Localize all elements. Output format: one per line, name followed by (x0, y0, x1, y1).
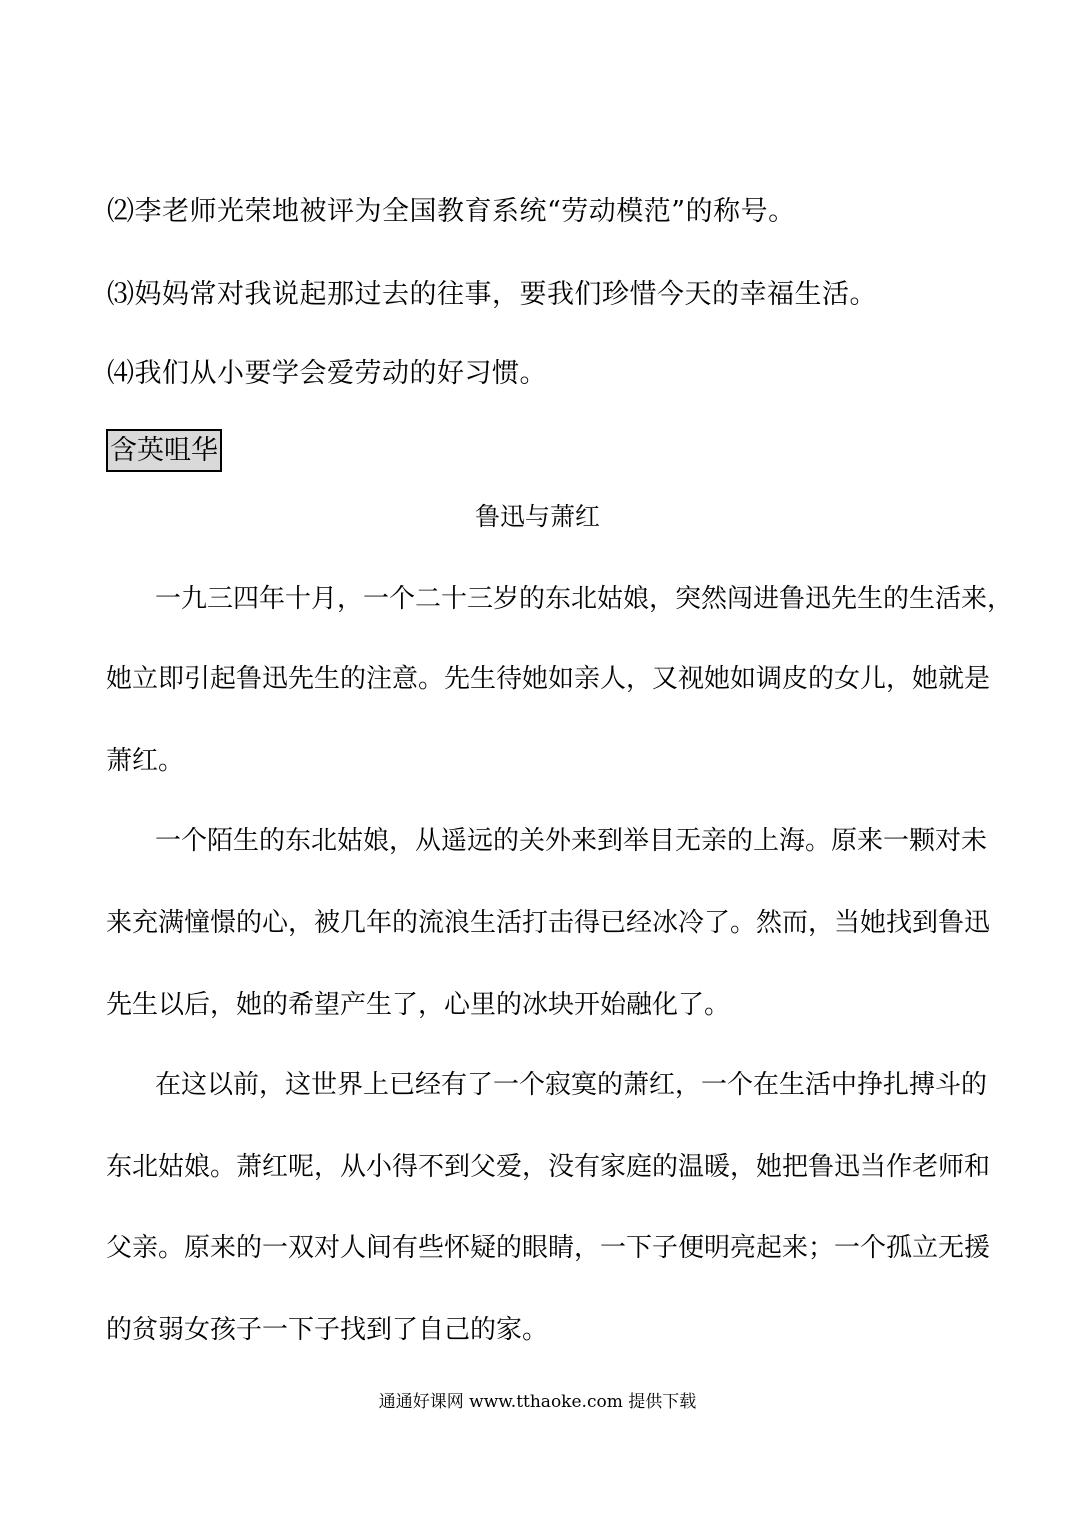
paragraph-line: 一个陌生的东北姑娘，从遥远的关外来到举目无亲的上海。原来一颗对未 (155, 826, 988, 856)
paragraph-line: 的贫弱女孩子一下子找到了自己的家。 (106, 1315, 549, 1345)
section-heading: 含英咀华 (110, 435, 218, 466)
paragraph-line: 萧红。 (106, 746, 185, 776)
page-footer: 通通好课网 www.tthaoke.com 提供下载 (378, 1392, 697, 1412)
paragraph-line: 在这以前，这世界上已经有了一个寂寞的萧红，一个在生活中挣扎搏斗的 (155, 1070, 988, 1100)
section-heading-box (106, 429, 222, 472)
paragraph-line: 东北姑娘。萧红呢，从小得不到父爱，没有家庭的温暖，她把鲁迅当作老师和 (106, 1152, 991, 1182)
paragraph-line: 先生以后，她的希望产生了，心里的冰块开始融化了。 (106, 990, 731, 1020)
paragraph-line: 一九三四年十月，一个二十三岁的东北姑娘，突然闯进鲁迅先生的生活来， (155, 584, 1014, 614)
article-title: 鲁迅与萧红 (474, 502, 600, 531)
exercise-item-2: ⑵李老师光荣地被评为全国教育系统“劳动模范”的称号。 (107, 196, 796, 227)
exercise-item-3: ⑶妈妈常对我说起那过去的往事，要我们珍惜今天的幸福生活。 (107, 279, 877, 310)
paragraph-line: 来充满憧憬的心，被几年的流浪生活打击得已经冰冷了。然而，当她找到鲁迅 (106, 908, 991, 938)
exercise-item-4: ⑷我们从小要学会爱劳动的好习惯。 (107, 358, 547, 389)
paragraph-line: 父亲。原来的一双对人间有些怀疑的眼睛，一下子便明亮起来；一个孤立无援 (106, 1233, 991, 1263)
paragraph-line: 她立即引起鲁迅先生的注意。先生待她如亲人，又视她如调皮的女儿，她就是 (106, 664, 991, 694)
